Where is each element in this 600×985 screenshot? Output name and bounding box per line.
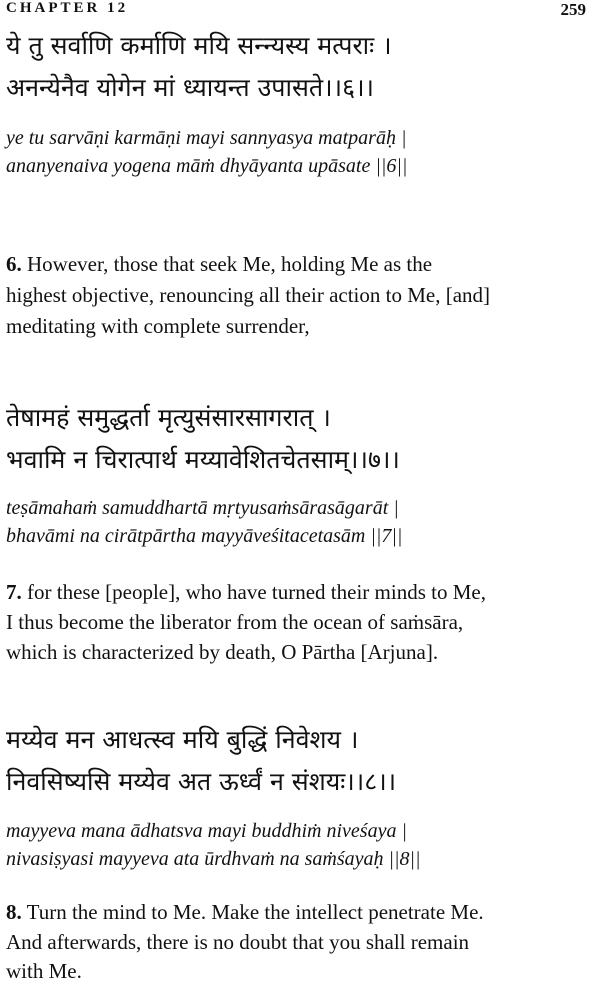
verse-7-translation-1	[6, 580, 486, 605]
translation-text: Turn the mind to Me. Make the intellect penetrate Me.	[21, 900, 484, 924]
translation-text: for these [people], who have turned their minds to Me,	[21, 580, 486, 604]
verse-6-translation-1	[6, 252, 432, 277]
verse-8-translation-3: with Me.	[6, 959, 82, 983]
verse-7-translation-3: which is characterized by death, O Pārtha [Arjuna].	[6, 640, 439, 664]
page-number: 259	[560, 0, 586, 19]
verse-8-translation-1	[6, 900, 484, 925]
verse-8-translit-2: nivasiṣyasi mayyeva ata ūrdhvaṁ na saṁśayaḥ ||8||	[6, 848, 421, 870]
verse-8-translit-1: mayyeva mana ādhatsva mayi buddhiṁ niveśaya |	[6, 820, 407, 842]
verse-6-devanagari-1: ये तु सर्वाणि कर्माणि मयि सन्न्यस्य मत्पराः ।	[6, 31, 392, 60]
verse-8-devanagari-2: निवसिष्यसि मय्येव अत ऊर्ध्वं न संशयः।।८।।	[6, 767, 397, 796]
verse-8-devanagari-1: मय्येव मन आधत्स्व मयि बुद्धिं निवेशय ।	[6, 725, 359, 754]
verse-7-translit-1: teṣāmahaṁ samuddhartā mṛtyusaṁsārasāgarāt |	[6, 497, 399, 519]
verse-7-devanagari-2: भवामि न चिरात्पार्थ मय्यावेशितचेतसाम्।।७।।	[6, 445, 400, 474]
verse-number: 6.	[6, 252, 22, 276]
verse-7-translit-2: bhavāmi na cirātpārtha mayyāveśitacetasām ||7||	[6, 525, 403, 547]
verse-6-translation-3: meditating with complete surrender,	[6, 314, 310, 338]
chapter-header: CHAPTER 12	[6, 0, 129, 16]
verse-number: 7.	[6, 580, 22, 604]
verse-7-devanagari-1: तेषामहं समुद्धर्ता मृत्युसंसारसागरात् ।	[6, 403, 331, 432]
verse-6-translit-2: ananyenaiva yogena māṁ dhyāyanta upāsate ||6||	[6, 155, 408, 177]
verse-6-translation-2: highest objective, renouncing all their action to Me, [and]	[6, 283, 491, 307]
verse-7-translation-2: I thus become the liberator from the ocean of saṁsāra,	[6, 610, 464, 634]
verse-number: 8.	[6, 900, 22, 924]
translation-text: However, those that seek Me, holding Me as the	[21, 252, 433, 276]
verse-6-devanagari-2: अनन्येनैव योगेन मां ध्यायन्त उपासते।।६।।	[6, 73, 375, 102]
verse-6-translit-1: ye tu sarvāṇi karmāṇi mayi sannyasya matparāḥ |	[6, 127, 407, 149]
verse-8-translation-2: And afterwards, there is no doubt that you shall remain	[6, 930, 470, 954]
